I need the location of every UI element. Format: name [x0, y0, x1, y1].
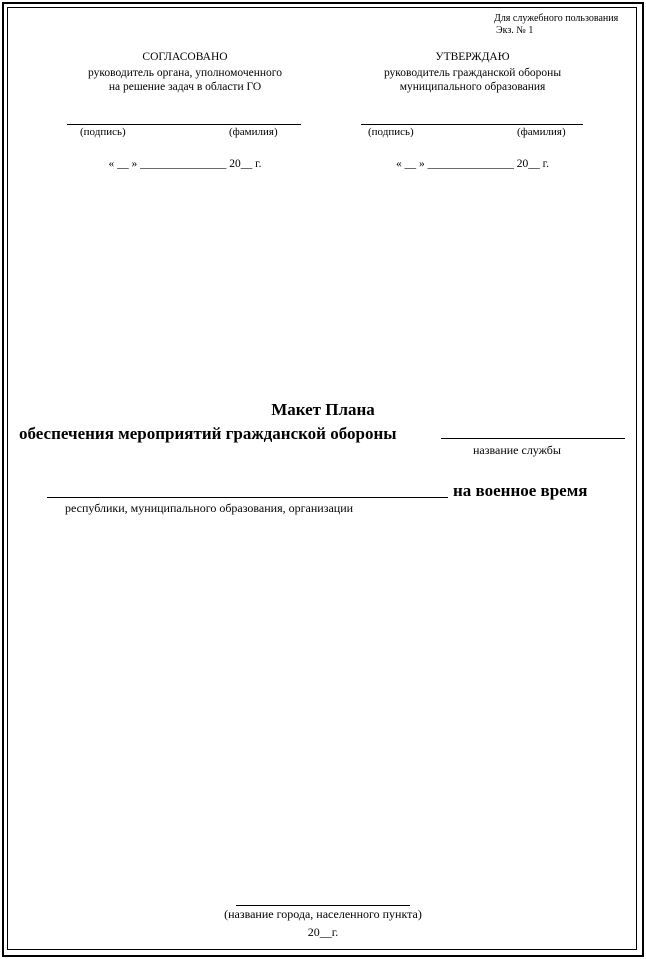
- wartime-suffix: на военное время: [453, 481, 588, 500]
- classification-mark: Для служебного пользования: [494, 13, 619, 24]
- org-caption: республики, муниципального образования, организации: [65, 501, 354, 515]
- approval-right-signature-label: (подпись): [368, 126, 414, 138]
- city-blank-line: [236, 905, 410, 906]
- document-year: 20__г.: [307, 925, 339, 939]
- approval-right-date: « __ » _______________ 20__ г.: [396, 158, 549, 170]
- approval-left-heading: СОГЛАСОВАНО: [142, 51, 228, 63]
- document-title: Макет Плана: [271, 400, 375, 419]
- copy-number: Экз. № 1: [496, 25, 534, 36]
- service-caption: название службы: [473, 443, 561, 457]
- approval-left-signature-line: [67, 124, 301, 125]
- approval-right-signature-line: [361, 124, 583, 125]
- approval-left-surname-label: (фамилия): [229, 126, 278, 138]
- service-blank-line: [441, 438, 625, 439]
- approval-left-signature-label: (подпись): [80, 126, 126, 138]
- approval-left-line2: на решение задач в области ГО: [108, 81, 262, 93]
- approval-right-line2: муниципального образования: [399, 81, 546, 93]
- org-blank-line: [47, 497, 448, 498]
- approval-right-line1: руководитель гражданской обороны: [383, 67, 562, 79]
- approval-right-heading: УТВЕРЖДАЮ: [435, 51, 510, 63]
- city-caption: (название города, населенного пункта): [224, 907, 422, 921]
- approval-right-surname-label: (фамилия): [517, 126, 566, 138]
- approval-left-date: « __ » _______________ 20__ г.: [108, 158, 262, 170]
- approval-left-line1: руководитель органа, уполномоченного: [88, 67, 282, 79]
- inner-frame: [7, 7, 637, 950]
- document-subtitle: обеспечения мероприятий гражданской обороны: [19, 424, 397, 443]
